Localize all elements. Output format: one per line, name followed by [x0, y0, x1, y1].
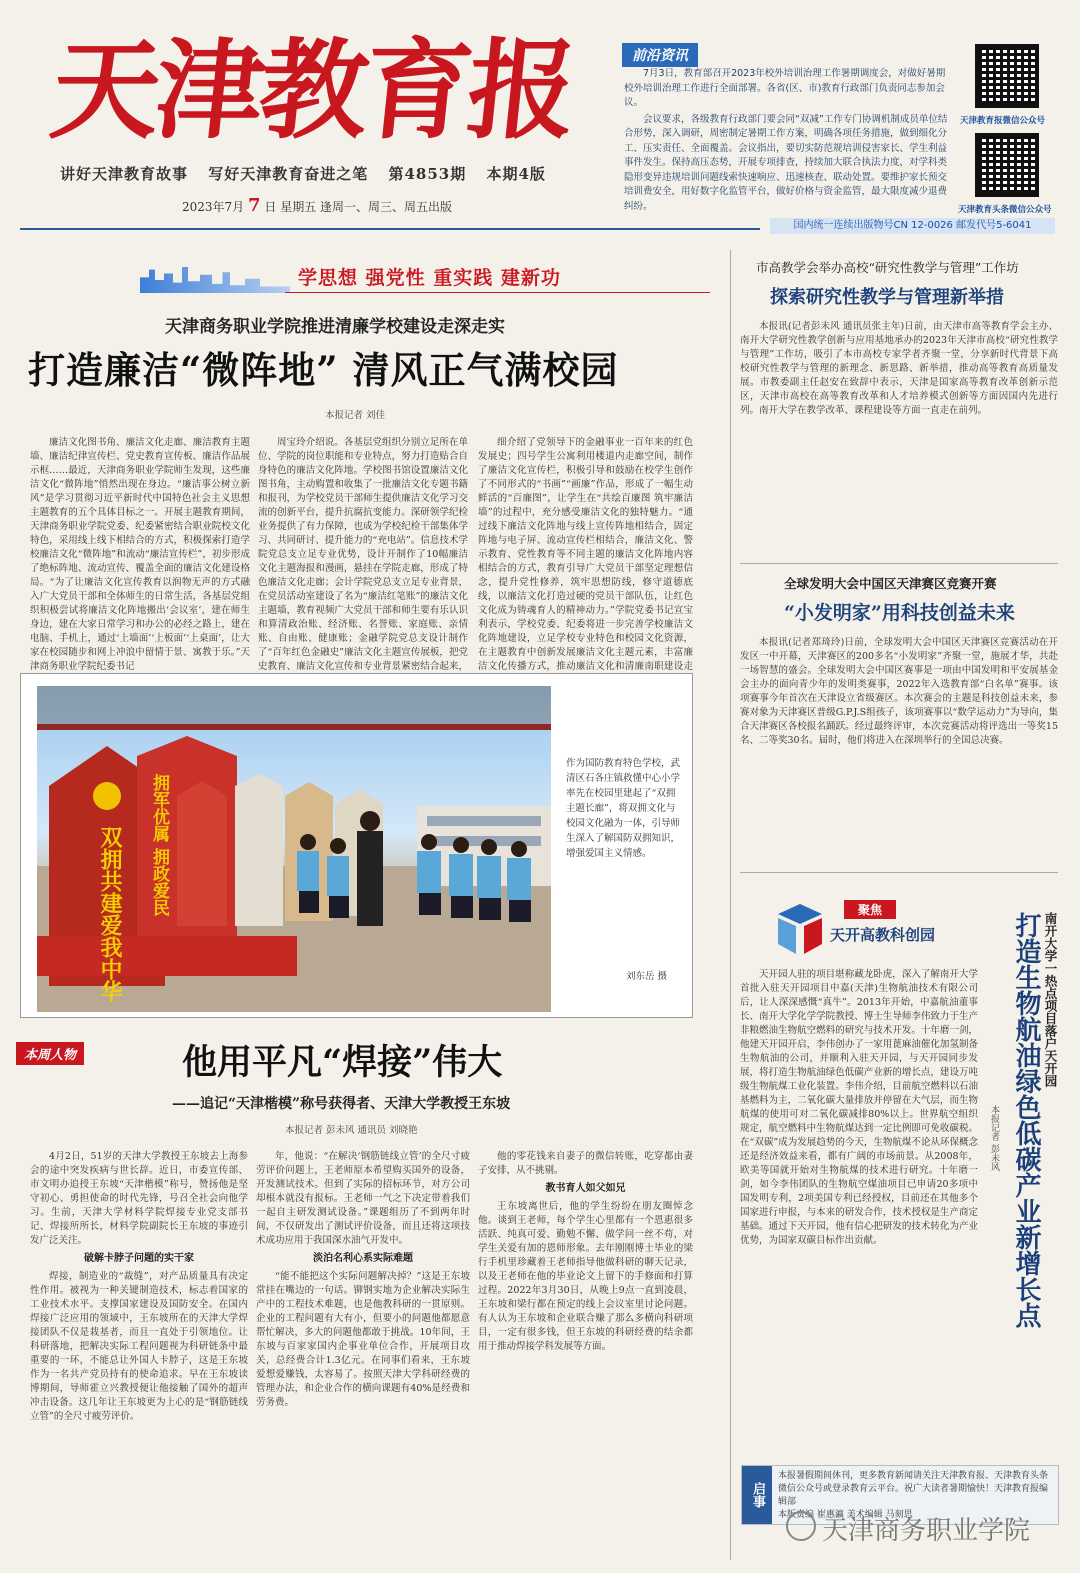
qr-caption-2: 天津教育头条微信公众号 [958, 205, 1052, 215]
right-story2-kicker: 全球发明大会中国区天津赛区竞赛开赛 [784, 576, 997, 591]
issue-number: 第4853期 [388, 165, 467, 183]
date-suffix: 日 星期五 逢周一、周三、周五出版 [264, 200, 453, 214]
sign-text-1: 拥军优属 拥政爱民 [149, 774, 169, 916]
tiankai-logo-icon [778, 904, 822, 954]
divider [740, 872, 1058, 873]
focus-headline[interactable]: 打造生物航油绿色低碳产业新增长点 [1011, 912, 1041, 1328]
right-story2-headline[interactable]: “小发明家”用科技创益未来 [784, 602, 1015, 624]
story1-headline[interactable]: 打造廉洁“微阵地” 清风正气满校园 [28, 348, 619, 392]
section-subhead: 淡泊名利心系实际难题 [313, 1253, 413, 1264]
frontier-paragraph-2: 会议要求，各级教育行政部门要会同“双减”工作专门协调机制成员单位结合形势，深入调研，周密制定暑期工作方案，明确各项任务措施，做到细化分工、压实责任、全面覆盖。会议指出，要切实防范规培训侵害家长、学生利益事件发生。保持高压态势，开展专项排查，持续加大联合执法力度，对学科类隐形变异违规培训问题线索快速响应、迅速核查、联动处置。要维护家长预交培训费安全，用好数字化监管平台，做好价格与资金监管，最大限度减少退费纠纷。 [624, 113, 948, 212]
right-story1-body [740, 320, 1058, 556]
paragraph: 他的零花钱来自妻子的微信转账，吃穿都由妻子安排，从不挑剔。 [478, 1151, 693, 1176]
paragraph: 焊接，制造业的“裁缝”，对产品质量具有决定性作用。被视为一种关键制造技术，标志着国家的工业技术水平。支撑国家建设及国防安全。在国内焊接广泛应用的领域中，王东坡所在的天津大学焊接团队不仅是栽基者，而且一直处于引领地位。让科研落地，把解决实际工程问题视为科研链条中最重要的一环，不能总让外国人卡脖子，这是王东坡作为一名共产党员持有的使命追求。早在王东坡读博期间，导师霍立兴教授便让他接触了国外的超声冲击设备。这几年让王东坡更为上心的是“钢筋链线立管”的全尺寸疲劳评价。 [30, 1271, 248, 1422]
focus-headline-block [1008, 912, 1060, 1352]
story1-column-3 [478, 436, 693, 672]
masthead-slogan [60, 163, 560, 184]
focus-logo-text: 天开高教科创园 [830, 926, 936, 944]
right-story2-body [740, 636, 1058, 860]
qr-caption-1: 天津教育报微信公众号 [960, 116, 1046, 126]
qr-code-icon[interactable] [975, 44, 1039, 108]
editor-credit: 本版责编 崔惠瀛 美术编辑 马刻思 [778, 1510, 913, 1520]
wechat-icon [786, 1511, 816, 1541]
story2-headline[interactable]: 他用平凡“焊接”伟大 [182, 1042, 503, 1083]
notice-tag: 启事 [742, 1466, 772, 1524]
section-subhead: 破解卡脖子问题的实干家 [84, 1253, 194, 1264]
skyline-icon [140, 267, 290, 293]
story2-column-2 [256, 1150, 470, 1562]
focus-body [740, 968, 978, 1453]
divider [740, 563, 1058, 564]
paragraph: 本报讯(记者郑琦玲)日前，全球发明大会中国区天津赛区竞赛活动在开发区一中开幕，天津赛区的200多名“小发明家”齐聚一堂，施展才华，共赴一场智慧的盛会。全球发明大会中国区赛事是一项由中国发明和平安展基金会主办的面向青少年的发明类赛事，2022年入选教育部“白名单”赛事。该项赛事今年首次在天津设立省级赛区。本次赛会的主题是科技创益未来，参赛对象为天津赛区普级G.P.J.S组孩子，该项赛事以“数学运动力”为导向，集合天津赛区各校报名踊跃。经过最终评审，本次竞赛活动将评选出一等奖15名、二等奖30名。届时，他们将进入在深圳举行的全国总决赛。 [740, 637, 1058, 746]
frontier-tab: 前沿资讯 [622, 43, 698, 67]
slogan-2: 写好天津教育奋进之笔 [208, 165, 369, 183]
right-story1-headline[interactable]: 探索研究性教学与管理新举措 [770, 287, 1004, 308]
story1-column-2 [258, 436, 468, 672]
watermark: 天津商务职业学院 [822, 1516, 1031, 1546]
focus-kicker: 南开大学一热点项目落户天开园 [1043, 912, 1058, 1087]
page-count: 本期4版 [486, 165, 546, 183]
theme-banner [140, 263, 580, 293]
section-tag: 本周人物 [16, 1042, 84, 1065]
qr-code-icon[interactable] [975, 133, 1039, 197]
frontier-news-box [620, 43, 960, 212]
notice-body: 本报暑假期间休刊，更多教育新闻请关注天津教育报、天津教育头条微信公众号或登录教育云平台。祝广大读者暑期愉快！天津教育报编辑部 [778, 1471, 1049, 1507]
sign-text-2: 双拥共建爱我中华 [97, 826, 123, 1002]
paragraph: 周宝玲介绍说。各基层党组织分别立足所在单位、学院的岗位职能和专业特点，努力打造贴合自身特色的廉洁文化阵地。学校图书馆设置廉洁文化图书角，主动购置和收集了一批廉洁文化专题书籍和报刊，为学校党员干部师生提供廉洁文化学习交流的创新平台，提升抗腐抗变能力。深研领学纪检业务提供了有力保障，也成为学校纪检干部集体学习、共同研讨、提升能力的“充电站”。信息技术学院党总支立足专业优势，设计开制作了10幅廉洁文化主题海报和漫画，悬挂在学院走廊，形成了特色廉洁文化走廊；会计学院党总支立足专业背景，在党员活动室建设了名为“廉洁红笔账”的廉洁文化主题墙，教育视频广大党员干部和师生要有乐认识和算清政治账、经济账、名誉账、家庭账、亲情账、自由账、健康账；金融学院党总支设计制作了“百年红色金融史”廉洁文化主题宣传展板，把党史教育、廉洁文化宣传和专业背景紧密结合起来， [258, 437, 468, 672]
banner-text: 学思想 强党性 重实践 建新功 [298, 267, 561, 289]
photo-credit: 刘东岳 摄 [626, 971, 668, 982]
date-prefix: 2023年7月 [182, 200, 245, 214]
date-day: 7 [248, 195, 261, 216]
frontier-paragraph-1: 7月3日，教育部召开2023年校外培训治理工作暑期调度会，对做好暑期校外培训治理工作进行全面部署。各省(区、市)教育行政部门负责同志参加会议。 [624, 68, 946, 108]
paragraph: 廉洁文化图书角、廉洁文化走廊、廉洁教育主题墙、廉洁纪律宣传栏、党史教育宣传板、廉洁作品展示框……最近，天津商务职业学院师生发现，这些廉洁文化“微阵地”悄然出现在身边。“廉洁事公树立新风”是学习贯彻习近平新时代中国特色社会主义思想主题教育的五个具体目标之一。开展主题教育期间，天津商务职业学院党委、纪委紧密结合职业院校文化特色，采用线上线下相结合的方式，积极探索打造学校廉洁文化“微阵地”和流动“廉洁宣传栏”，初步形成了绝标阵地、流动宣传、覆盖全面的廉洁文化建设格局。“为了让廉洁文化宣传教育以润物无声的方式融入广大党员干部和全体师生的日常生活，各基层党组织积极尝试将廉洁文化阵地搬出‘会议室’，建在师生身边，建在大家日常学习和办公的必经之路上，建在电脑、手机上，通过‘上墙面’‘上板面’‘上桌面’，让大家在校园随步和网上冲浪中留情于景、寓教于乐。”天津商务职业学院纪委书记 [30, 437, 250, 672]
paragraph: 4月2日，51岁的天津大学教授王东坡去上海参会的途中突发疾病与世长辞。近日，市委宣传部、市文明办追授王东坡“天津楷模”称号，赞扬他是坚守初心、勇担使命的时代先锋，号召全社会向他学习。生前，天津大学材料学院焊接专业党支部书记、焊接所所长，材料学院副院长王东坡的事迹引发广泛关注。 [30, 1151, 248, 1246]
right-story1-kicker: 市高教学会举办高校“研究性教学与管理”工作坊 [756, 260, 1019, 275]
paragraph: “能不能把这个实际问题解决掉？”这是王东坡常挂在嘴边的一句话。铆钢实地为企业解决实际生产中的工程技术难题，也是他教科研的一贯原则。企业的工程问题有大有小，但要小的问题他都愿意帮忙解决，多大的问题他都敢于挑战。10年间，王东坡与百家家国内企事业单位合作，开展项目攻关，总经费合计1.3亿元。在同事们看来，王东坡爱想爱赚钱，太容易了。按照天津大学科研经费的管理办法，和企业合作的横向课题有40%是经费和劳务费。 [256, 1271, 470, 1408]
column-divider [730, 250, 731, 1560]
slogan-1: 讲好天津教育故事 [60, 165, 189, 183]
masthead [22, 25, 612, 225]
story2-subtitle: ——追记“天津楷模”称号获得者、天津大学教授王东坡 [172, 1096, 511, 1112]
paragraph: 本报讯(记者彭未风 通讯员张主年)日前，由天津市高等教育学会主办、南开大学研究性教学创新与应用基地承办的2023年天津市高校“研究性教学与管理”工作坊，吸引了本市高校专家学者齐聚一堂，分享新时代背景下高校研究性教学与管理的新理念、新思路、新举措，推动高等教育高质量发展。市教委副主任赵安在致辞中表示，天津是国家高等教育改革创新示范区，天津市高校在高等教育改革和人才培养模式创新等方面因国内先进行列。南开大学在教学改革、课程建设等方面一直走在前列。 [740, 321, 1058, 416]
story1-kicker: 天津商务职业学院推进清廉学校建设走深走实 [165, 317, 505, 337]
story1-column-1 [30, 436, 250, 672]
story2-column-1 [30, 1150, 248, 1562]
focus-byline: 本报记者 彭未风 [989, 1105, 999, 1171]
frontier-body [624, 67, 954, 216]
story2-column-3 [478, 1150, 693, 1562]
newspaper-logo: 天津教育报 [45, 28, 579, 154]
school-corridor-photo[interactable] [37, 686, 551, 1012]
photo-caption: 作为国防教育特色学校，武清区石各庄镇救懂中心小学率先在校园里建起了“双拥主题长廊”，将双拥文化与校园文化融为一体，引导师生深入了解国防双拥知识，增强爱国主义情感。 [566, 758, 681, 859]
publication-number: 国内统一连续出版物号CN 12-0026 邮发代号5-6041 [770, 218, 1055, 234]
masthead-rule [20, 228, 760, 230]
story2-byline: 本报记者 彭未风 通讯员 刘晓艳 [285, 1125, 418, 1136]
banner-underline [285, 292, 710, 293]
photo-box [20, 673, 693, 1018]
dateline [182, 195, 452, 216]
paragraph: 年，他说：“在解决‘钢筋链线立管’的全尺寸疲劳评价问题上，王老师原本希望购买国外的设备，开发测试技术。但到了实际的招标环节，对方公司却根本就没有报标。王老师一气之下决定带着我们一起自主研发测试设备。”课题组历了不到两年时间，不仅研发出了测试评价设备，而且还将这项技术成功应用于我国深水油气开发中。 [256, 1151, 470, 1246]
section-subhead: 教书育人如父如兄 [545, 1183, 626, 1194]
paragraph: 王东坡离世后，他的学生纷纷在朋友圈悼念他。谈到王老师，每个学生心里都有一个恩惠很多活跃、纯真可爱、勤勉不懈、做学问一丝不苟，对学生关爱有加的恩师形象。去年刚刚博士毕业的梁行手机里珍藏着王老师指导他做科研的聊天记录，以及王老师在他的毕业论文上留下的手修面和打算过程。2022年3月30日，从晚上9点一直到凌晨，王东坡和梁行都在预定的线上会议室里讨论问题。有人认为王东坡和企业联合赚了那么多横向科研项目，一定有很多钱，但王东坡的科研经费的结余都用于推动焊接学科发展等方面。 [478, 1201, 693, 1352]
focus-tag: 聚焦 [844, 900, 896, 919]
paragraph: 天开园人驻的项目堪称藏龙卧虎，深入了解南开大学首批入驻天开园项目中嘉(天津)生物航油技术有限公司后，让人深深感慨“真牛”。2013年开始，中嘉航油董事长、南开大学化学学院教授、博士生导师李伟致力于生产非粮燃油生物航空燃料的研究与技术开发。十年磨一剑，他建天开园开启，李伟创办了一家用蓖麻油催化加氢制备生物航油的公司，并顺利入驻天开园，与天开园同步发展，将打造生物航油绿色低碳产业新的增长点，建设万吨级生物航煤工业化装置。李伟介绍，目前航空燃料以石油基燃料为主，二氧化碳大量排放并停留在大气层，而生物航煤的使用可对二氧化碳减排80%以上。世界航空组织规定，航空燃料中生物航煤达到一定比例即可免收碳税。在“双碳”成为发展趋势的今天，生物航煤不论从环保概念还是经济效益来看，都有广阔的市场前景。从2008年，欧美等国就开始对生物航煤的技术进行研究。十年磨一剑，如今李伟团队的生物航空煤油项目已申请20多项中国发明专利，2项美国专利已经授权，目前还在其他多个国家进行申报，与本来的研发合作，技术授权是生产商定基础。通过下天开园，他有信心把研发的技术转化为产业优势，为国家双碳目标作出贡献。 [740, 969, 978, 1246]
paragraph: 细介绍了党领导下的金融事业一百年来的红色发展史；四号学生公寓利用楼道内走廊空间，制作了廉洁文化宣传栏，积极引导和鼓励在校学生创作了不同形式的“书画”“画廉”作品，形成了一幅生动鲜活的“百廉图”，让学生在“共绘百廉图 筑牢廉洁墙”的过程中，充分感受廉洁文化的独特魅力。“通过线下廉洁文化阵地与线上宣传阵地相结合，固定阵地与电子屏、流动宣传栏相结合，廉洁文化、警示教育、党性教育等不同主题的廉洁文化阵地内容相结合的方式，教育引导广大党员干部坚定理想信念，提升党性修养，筑牢思想防线，修守道德底线，以廉洁文化打造过硬的党员干部队伍，让红色文化成为铸魂育人的精神动力。”学院党委书记宣宝利表示，学校党委、纪委将进一步完善学校廉洁文化阵地建设，立足学校专业特色和校园文化资源，在主题教育中创新发展廉洁文化主题元素，丰富廉洁文化传播方式，推动廉洁文化和清廉南职建设走 [478, 437, 693, 672]
focus-logo [778, 900, 958, 956]
story1-byline: 本报记者 刘佳 [325, 410, 386, 421]
